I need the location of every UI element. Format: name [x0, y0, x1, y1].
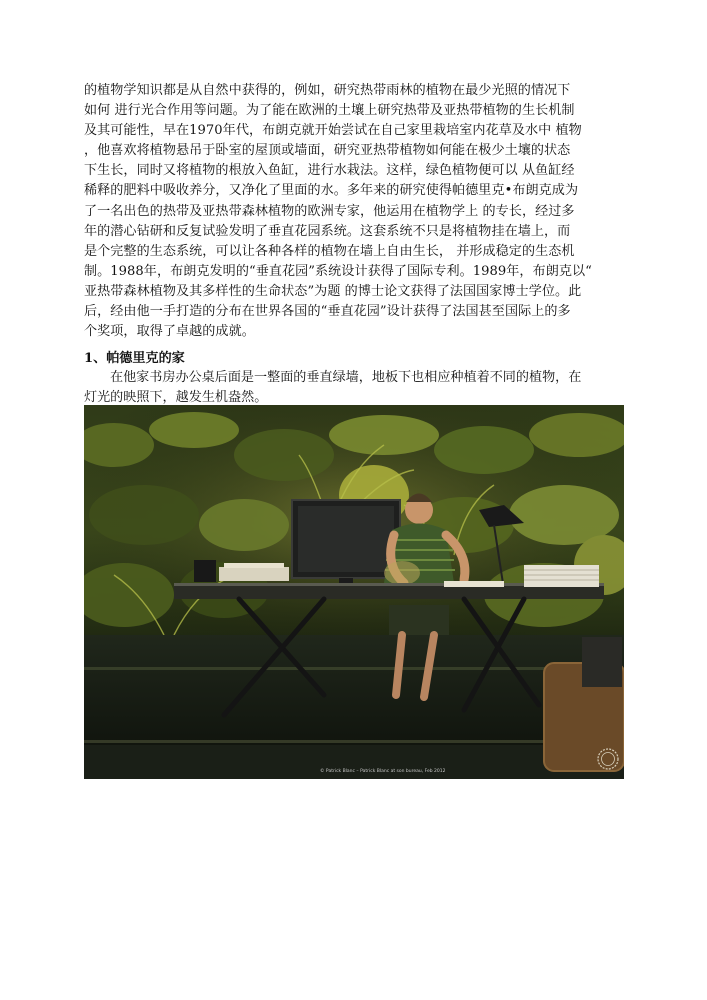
paragraph-line: 灯光的映照下，越发生机盎然。 — [84, 390, 268, 406]
paragraph-line: 亚热带森林植物及其多样性的生命状态”为题 的博士论文获得了法国国家博士学位。此 — [84, 283, 582, 299]
paragraph-line: 年的潜心钻研和反复试验发明了垂直花园系统。这套系统不只是将植物挂在墙上，而 — [84, 223, 571, 239]
watermark-logo-icon — [596, 747, 620, 771]
paragraph-line: 在他家书房办公桌后面是一整面的垂直绿墙，地板下也相应种植着不同的植物，在 — [110, 370, 582, 385]
section-heading: 1、帕德里克的家 — [84, 351, 185, 366]
section-paragraph — [84, 368, 624, 408]
office-photo — [84, 405, 624, 779]
paragraph-line: 及其可能性，早在1970年代，布朗克就开始尝试在自己家里栽培室内花草及水中 植物 — [84, 123, 582, 139]
photo-credit: © Patrick Blanc – Patrick Blanc at son bureau, Feb 2012 — [320, 769, 446, 774]
paragraph-line: 下生长，同时又将植物的根放入鱼缸，进行水栽法。这样，绿色植物便可以 从鱼缸经 — [84, 163, 575, 179]
paragraph-line: 个奖项，取得了卓越的成就。 — [84, 324, 255, 340]
body-paragraph — [84, 81, 624, 342]
photo-illustration — [84, 405, 624, 779]
paragraph-line: 制。1988年，布朗克发明的“垂直花园”系统设计获得了国际专利。1989年，布朗克以“ — [84, 263, 592, 279]
paragraph-line: ，他喜欢将植物悬吊于卧室的屋顶或墙面，研究亚热带植物如何能在极少土壤的状态 — [84, 143, 571, 159]
paragraph-line: 是个完整的生态系统，可以让各种各样的植物在墙上自由生长， 并形成稳定的生态机 — [84, 243, 575, 259]
paragraph-line: 了一名出色的热带及亚热带森林植物的欧洲专家，他运用在植物学上 的专长，经过多 — [84, 203, 575, 219]
paragraph-line: 如何 进行光合作用等问题。为了能在欧洲的土壤上研究热带及亚热带植物的生长机制 — [84, 103, 575, 119]
paragraph-line: 的植物学知识都是从自然中获得的，例如，研究热带雨林的植物在最少光照的情况下 — [84, 83, 571, 98]
paragraph-line: 后，经由他一手打造的分布在世界各国的“垂直花园”设计获得了法国甚至国际上的多 — [84, 304, 571, 320]
paragraph-line: 稀释的肥料中吸收养分，又净化了里面的水。多年来的研究使得帕德里克•布朗克成为 — [84, 183, 579, 199]
